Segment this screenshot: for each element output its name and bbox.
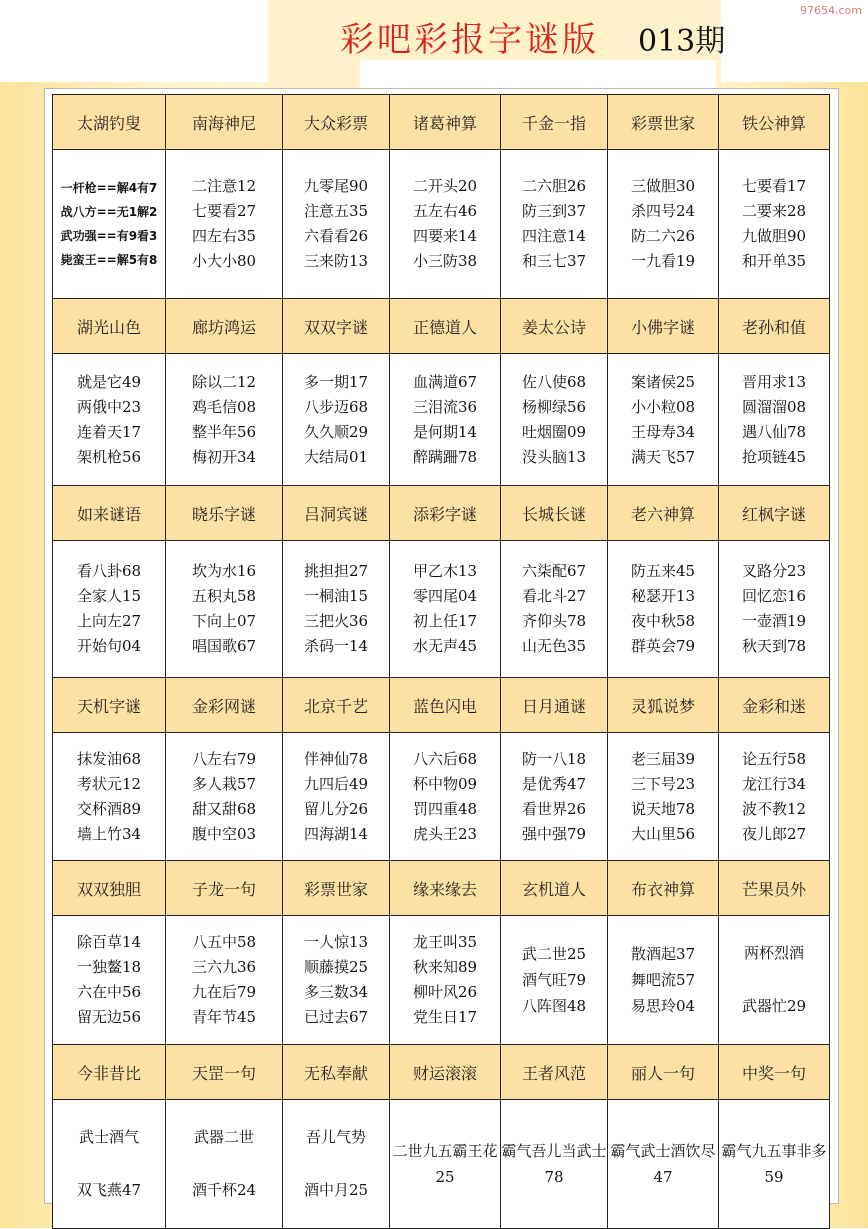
clue-line: 唱国歌67	[191, 637, 257, 655]
clue-line: 八阵图48	[521, 997, 587, 1015]
clue-line: 多人栽57	[191, 774, 257, 793]
clue-line: 八五中58	[191, 933, 257, 951]
clue-line: 六看看26	[303, 227, 369, 245]
clue-line: 叉路分23	[741, 562, 807, 580]
clue-cell	[608, 733, 719, 861]
clue-line: 秘瑟开13	[630, 587, 696, 605]
spacer	[166, 1150, 282, 1178]
clue-line: 夜中秋58	[630, 612, 696, 630]
clue-line: 武器二世	[193, 1128, 254, 1146]
clue-line: 看八卦68	[76, 562, 142, 580]
clue-line: 看北斗27	[521, 587, 587, 605]
clue-line: 二六胆26	[521, 177, 587, 195]
column-title: 老孙和值	[719, 299, 830, 354]
clue-cell	[501, 733, 608, 861]
clue-line: 武二世25	[521, 945, 587, 963]
column-title: 彩票世家	[608, 95, 719, 150]
clue-line: 就是它49	[76, 372, 142, 391]
clue-line: 整半年56	[191, 422, 257, 441]
clue-line: 和三七37	[521, 252, 587, 270]
clue-line: 杨柳绿56	[521, 397, 587, 416]
clue-line: 散酒起37	[630, 945, 696, 963]
clue-line: 战八方==无1解2	[60, 205, 158, 219]
clue-line: 武器忙29	[741, 997, 807, 1015]
clue-line: 吾儿气势	[305, 1128, 366, 1146]
clue-line: 秋天到78	[741, 637, 807, 655]
column-title: 千金一指	[501, 95, 608, 150]
clue-line: 山无色35	[521, 637, 587, 655]
column-title: 湖光山色	[53, 299, 166, 354]
header-row	[53, 861, 830, 916]
column-title: 天机字谜	[53, 678, 166, 733]
clue-cell	[719, 150, 830, 299]
header-row	[53, 299, 830, 354]
riddle-table	[52, 94, 830, 1229]
column-title: 正德道人	[390, 299, 501, 354]
clue-line: 武士酒气	[78, 1128, 139, 1146]
clue-line: 小大小80	[191, 252, 257, 270]
clue-line: 是何期14	[412, 422, 478, 441]
clue-line: 二世九五霸王花25	[392, 1142, 498, 1186]
column-title: 丽人一句	[608, 1045, 719, 1100]
clue-cell	[501, 150, 608, 299]
clue-cell	[53, 541, 166, 678]
watermark: 97654.com	[800, 4, 862, 17]
header-row	[53, 95, 830, 150]
clue-line: 醉蹒跚78	[412, 447, 478, 466]
clue-line: 群英会79	[630, 637, 696, 655]
clue-cell	[390, 150, 501, 299]
clue-line: 七要看27	[191, 202, 257, 220]
clue-line: 回忆恋16	[741, 587, 807, 605]
clue-cell	[166, 541, 283, 678]
clue-line: 八步迈68	[303, 397, 369, 416]
clue-line: 三来防13	[303, 252, 369, 270]
header-strip	[360, 60, 716, 90]
column-title: 芒果员外	[719, 861, 830, 916]
clue-line: 交杯酒89	[76, 799, 142, 818]
clue-cell	[283, 733, 390, 861]
clue-row	[53, 916, 830, 1045]
clue-line: 四海湖14	[303, 824, 369, 843]
clue-line: 防一八18	[521, 749, 587, 768]
clue-line: 顺藤摸25	[303, 958, 369, 976]
clue-cell	[166, 733, 283, 861]
clue-line: 一人惊13	[303, 933, 369, 951]
clue-cell	[53, 354, 166, 486]
column-title: 今非昔比	[53, 1045, 166, 1100]
clue-line: 三做胆30	[630, 177, 696, 195]
column-title: 财运滚滚	[390, 1045, 501, 1100]
clue-line: 四要来14	[412, 227, 478, 245]
clue-line: 易思玲04	[630, 997, 696, 1015]
column-title: 大众彩票	[283, 95, 390, 150]
spacer	[53, 1150, 165, 1178]
clue-line: 一壶酒19	[741, 612, 807, 630]
clue-cell	[608, 916, 719, 1045]
clue-line: 武功强==有9看3	[60, 229, 158, 243]
clue-line: 甲乙木13	[412, 562, 478, 580]
column-title: 日月通谜	[501, 678, 608, 733]
clue-line: 满天飞57	[630, 447, 696, 466]
clue-line: 毙蛮王==解5有8	[60, 253, 158, 267]
column-title: 姜太公诗	[501, 299, 608, 354]
clue-cell	[719, 733, 830, 861]
clue-line: 二要来28	[741, 202, 807, 220]
clue-cell	[608, 1100, 719, 1229]
clue-line: 墙上竹34	[76, 824, 142, 843]
clue-line: 梅初开34	[191, 447, 257, 466]
clue-line: 全家人15	[76, 587, 142, 605]
clue-line: 舞吧流57	[630, 971, 696, 989]
column-title: 红枫字谜	[719, 486, 830, 541]
column-title: 小佛字谜	[608, 299, 719, 354]
header-row	[53, 1045, 830, 1100]
clue-cell	[390, 1100, 501, 1229]
clue-line: 和开单35	[741, 252, 807, 270]
clue-line: 五积丸58	[191, 587, 257, 605]
clue-cell	[166, 916, 283, 1045]
clue-line: 四注意14	[521, 227, 587, 245]
clue-line: 两杯烈酒	[743, 944, 804, 962]
clue-line: 王母寿34	[630, 422, 696, 441]
clue-cell	[53, 1100, 166, 1229]
clue-line: 夜儿郎27	[741, 824, 807, 843]
clue-line: 甜又甜68	[191, 799, 257, 818]
column-title: 北京千艺	[283, 678, 390, 733]
clue-line: 下向上07	[191, 612, 257, 630]
clue-line: 五左右46	[412, 202, 478, 220]
column-title: 诸葛神算	[390, 95, 501, 150]
clue-line: 六在中56	[76, 983, 142, 1001]
column-title: 晓乐字谜	[166, 486, 283, 541]
clue-line: 没头脑13	[521, 447, 587, 466]
clue-line: 伴神仙78	[303, 749, 369, 768]
clue-cell	[719, 916, 830, 1045]
clue-line: 三六九36	[191, 958, 257, 976]
clue-line: 三下号23	[630, 774, 696, 793]
clue-line: 杯中物09	[412, 774, 478, 793]
column-title: 灵狐说梦	[608, 678, 719, 733]
clue-row	[53, 733, 830, 861]
column-title: 南海神尼	[166, 95, 283, 150]
clue-line: 霸气吾儿当武士78	[501, 1142, 607, 1186]
clue-line: 老三届39	[630, 749, 696, 768]
clue-line: 杀四号24	[630, 202, 696, 220]
clue-line: 上向左27	[76, 612, 142, 630]
clue-line: 三把火36	[303, 612, 369, 630]
clue-line: 考状元12	[76, 774, 142, 793]
clue-cell	[719, 354, 830, 486]
clue-cell	[166, 354, 283, 486]
column-title: 如来谜语	[53, 486, 166, 541]
page-title: 彩吧彩报字谜版	[340, 20, 599, 60]
column-title: 廊坊鸿运	[166, 299, 283, 354]
clue-cell	[390, 916, 501, 1045]
clue-line: 大山里56	[630, 824, 696, 843]
clue-line: 秋来知89	[412, 958, 478, 976]
clue-line: 四左右35	[191, 227, 257, 245]
clue-line: 看世界26	[521, 799, 587, 818]
clue-line: 遇八仙78	[741, 422, 807, 441]
spacer	[283, 1150, 389, 1178]
clue-line: 双飞燕47	[76, 1181, 142, 1199]
clue-line: 防五来45	[630, 562, 696, 580]
clue-line: 青年节45	[191, 1008, 257, 1026]
clue-line: 防二六26	[630, 227, 696, 245]
clue-line: 酒气旺79	[521, 971, 587, 989]
column-title: 铁公神算	[719, 95, 830, 150]
clue-line: 九四后49	[303, 774, 369, 793]
clue-line: 七要看17	[741, 177, 807, 195]
clue-line: 一九看19	[630, 252, 696, 270]
clue-line: 大结局01	[303, 447, 369, 466]
clue-line: 案诸侯25	[630, 372, 696, 391]
clue-line: 小小粒08	[630, 397, 696, 416]
column-title: 布衣神算	[608, 861, 719, 916]
column-title: 长城长谜	[501, 486, 608, 541]
column-title: 老六神算	[608, 486, 719, 541]
clue-cell	[501, 916, 608, 1045]
clue-cell	[53, 733, 166, 861]
clue-cell	[283, 916, 390, 1045]
clue-line: 霸气武士酒饮尽47	[610, 1142, 716, 1186]
issue-number: 013期	[638, 24, 726, 59]
clue-line: 挑担担27	[303, 562, 369, 580]
clue-line: 久久顺29	[303, 422, 369, 441]
header-row	[53, 486, 830, 541]
clue-line: 两俄中23	[76, 397, 142, 416]
clue-cell	[719, 541, 830, 678]
column-title: 缘来缘去	[390, 861, 501, 916]
clue-cell	[501, 354, 608, 486]
clue-row	[53, 1100, 830, 1229]
clue-line: 一桐油15	[303, 587, 369, 605]
clue-line: 佐八使68	[521, 372, 587, 391]
clue-cell	[608, 354, 719, 486]
column-title: 王者风范	[501, 1045, 608, 1100]
clue-line: 是优秀47	[521, 774, 587, 793]
clue-cell	[390, 354, 501, 486]
clue-line: 八左右79	[191, 749, 257, 768]
header-row	[53, 678, 830, 733]
clue-cell	[501, 1100, 608, 1229]
clue-line: 腹中空03	[191, 824, 257, 843]
clue-line: 强中强79	[521, 824, 587, 843]
clue-line: 已过去67	[303, 1008, 369, 1026]
clue-line: 架机枪56	[76, 447, 142, 466]
spacer	[719, 966, 829, 994]
column-title: 双双独胆	[53, 861, 166, 916]
clue-line: 晋用求13	[741, 372, 807, 391]
clue-line: 除百草14	[76, 933, 142, 951]
clue-line: 注意五35	[303, 202, 369, 220]
clue-line: 抢项链45	[741, 447, 807, 466]
clue-cell	[166, 150, 283, 299]
clue-line: 酒中月25	[303, 1181, 369, 1199]
clue-row	[53, 150, 830, 299]
clue-line: 齐仰头78	[521, 612, 587, 630]
clue-line: 九零尾90	[303, 177, 369, 195]
clue-cell	[719, 1100, 830, 1229]
clue-cell	[390, 541, 501, 678]
clue-cell	[608, 541, 719, 678]
clue-line: 抹发油68	[76, 749, 142, 768]
clue-cell	[283, 150, 390, 299]
clue-line: 吐烟圈09	[521, 422, 587, 441]
clue-cell	[283, 541, 390, 678]
clue-line: 九做胆90	[741, 227, 807, 245]
column-title: 蓝色闪电	[390, 678, 501, 733]
clue-line: 九在后79	[191, 983, 257, 1001]
clue-line: 水无声45	[412, 637, 478, 655]
clue-line: 二注意12	[191, 177, 257, 195]
clue-line: 波不教12	[741, 799, 807, 818]
column-title: 无私奉献	[283, 1045, 390, 1100]
clue-line: 鸡毛信08	[191, 397, 257, 416]
clue-cell	[53, 150, 166, 299]
clue-line: 连着天17	[76, 422, 142, 441]
clue-line: 论五行58	[741, 749, 807, 768]
clue-line: 多一期17	[303, 372, 369, 391]
clue-cell	[501, 541, 608, 678]
clue-line: 留儿分26	[303, 799, 369, 818]
clue-row	[53, 541, 830, 678]
clue-line: 说天地78	[630, 799, 696, 818]
clue-line: 圆溜溜08	[741, 397, 807, 416]
column-title: 双双字谜	[283, 299, 390, 354]
clue-line: 虎头王23	[412, 824, 478, 843]
clue-cell	[390, 733, 501, 861]
clue-line: 六柒配67	[521, 562, 587, 580]
clue-line: 二开头20	[412, 177, 478, 195]
clue-line: 龙江行34	[741, 774, 807, 793]
clue-line: 血满道67	[412, 372, 478, 391]
clue-cell	[166, 1100, 283, 1229]
clue-row	[53, 354, 830, 486]
clue-line: 初上任17	[412, 612, 478, 630]
clue-line: 八六后68	[412, 749, 478, 768]
clue-line: 零四尾04	[412, 587, 478, 605]
clue-cell	[283, 354, 390, 486]
clue-line: 杀码一14	[303, 637, 369, 655]
column-title: 中奖一句	[719, 1045, 830, 1100]
column-title: 玄机道人	[501, 861, 608, 916]
clue-line: 罚四重48	[412, 799, 478, 818]
clue-line: 留无边56	[76, 1008, 142, 1026]
column-title: 金彩和迷	[719, 678, 830, 733]
clue-line: 一独鳌18	[76, 958, 142, 976]
column-title: 彩票世家	[283, 861, 390, 916]
column-title: 吕洞宾谜	[283, 486, 390, 541]
clue-line: 多三数34	[303, 983, 369, 1001]
clue-line: 党生日17	[412, 1008, 478, 1026]
clue-line: 除以二12	[191, 372, 257, 391]
column-title: 天罡一句	[166, 1045, 283, 1100]
column-title: 金彩网谜	[166, 678, 283, 733]
clue-line: 一杆枪==解4有7	[60, 181, 158, 195]
clue-line: 开始句04	[76, 637, 142, 655]
clue-line: 防三到37	[521, 202, 587, 220]
column-title: 子龙一句	[166, 861, 283, 916]
clue-line: 龙王叫35	[412, 933, 478, 951]
clue-line: 小三防38	[412, 252, 478, 270]
column-title: 太湖钓叟	[53, 95, 166, 150]
column-title: 添彩字谜	[390, 486, 501, 541]
clue-line: 三泪流36	[412, 397, 478, 416]
clue-line: 霸气九五事非多59	[721, 1142, 827, 1186]
clue-line: 坎为水16	[191, 562, 257, 580]
clue-line: 柳叶风26	[412, 983, 478, 1001]
clue-line: 酒千杯24	[191, 1181, 257, 1199]
clue-cell	[283, 1100, 390, 1229]
clue-cell	[53, 916, 166, 1045]
clue-cell	[608, 150, 719, 299]
